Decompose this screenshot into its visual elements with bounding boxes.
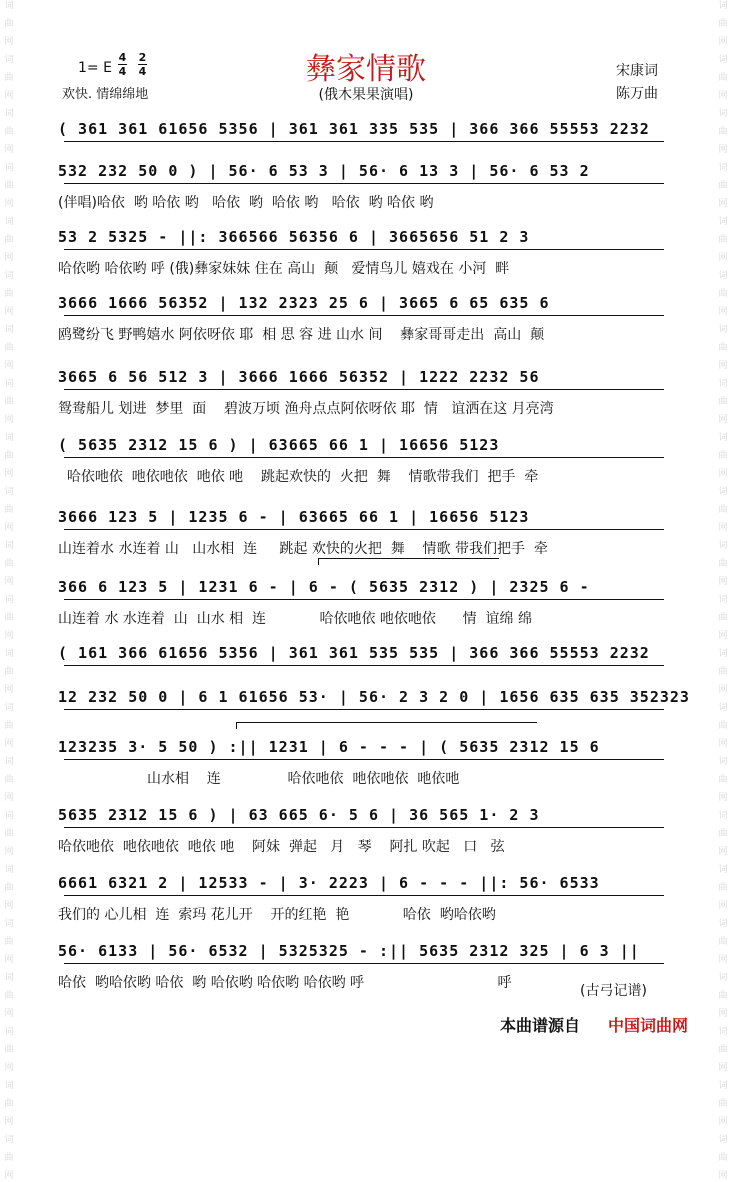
watermark-char: 词 [718, 109, 728, 119]
beam-line [64, 249, 664, 250]
watermark-char: 网 [4, 955, 14, 965]
notation-line: 532 232 50 0 ) | 56· 6 53 3 | 56· 6 13 3 | 56· 6 53 2 [58, 162, 590, 180]
watermark-char: 网 [718, 1009, 728, 1019]
watermark-char: 词 [718, 919, 728, 929]
watermark-char: 词 [718, 595, 728, 605]
watermark-char: 词 [718, 1, 728, 11]
notation-line: ( 5635 2312 15 6 ) | 63665 66 1 | 16656 5123 [58, 436, 500, 454]
watermark-char: 曲 [718, 559, 728, 569]
watermark-char: 词 [4, 1081, 14, 1091]
watermark-char: 曲 [4, 289, 14, 299]
watermark-char: 曲 [4, 1153, 14, 1163]
watermark-char: 词 [718, 811, 728, 821]
watermark-char: 曲 [4, 127, 14, 137]
beam-line [64, 599, 664, 600]
lyric-line: (伴唱)哈依 哟 哈依 哟 哈依 哟 哈依 哟 哈依 哟 哈依 哟 [58, 195, 434, 211]
watermark-char: 网 [718, 955, 728, 965]
notation-line: 366 6 123 5 | 1231 6 - | 6 - ( 5635 2312 ) | 2325 6 - [58, 578, 590, 596]
watermark-char: 曲 [718, 505, 728, 515]
watermark-char: 网 [718, 577, 728, 587]
watermark-char: 词 [4, 649, 14, 659]
watermark-char: 曲 [718, 343, 728, 353]
watermark-char: 曲 [718, 775, 728, 785]
watermark-char: 曲 [718, 397, 728, 407]
watermark-char: 网 [718, 1171, 728, 1181]
watermark-char: 词 [4, 163, 14, 173]
watermark-char: 词 [718, 1081, 728, 1091]
watermark-char: 网 [4, 1063, 14, 1073]
watermark-char: 词 [4, 325, 14, 335]
watermark-char: 网 [4, 847, 14, 857]
watermark-char: 曲 [718, 613, 728, 623]
watermark-char: 网 [718, 469, 728, 479]
notation-line: ( 361 361 61656 5356 | 361 361 335 535 | 366 366 55553 2232 [58, 120, 650, 138]
watermark-char: 词 [4, 865, 14, 875]
watermark-char: 曲 [4, 775, 14, 785]
lyricist-credit: 宋康词 [616, 63, 658, 79]
watermark-char: 网 [4, 901, 14, 911]
watermark-char: 网 [4, 739, 14, 749]
composer-credit: 陈万曲 [616, 86, 658, 102]
watermark-char: 网 [4, 253, 14, 263]
notation-line: 3665 6 56 512 3 | 3666 1666 56352 | 1222 2232 56 [58, 368, 540, 386]
watermark-char: 网 [4, 685, 14, 695]
watermark-char: 曲 [4, 991, 14, 1001]
watermark-char: 曲 [718, 19, 728, 29]
watermark-char: 曲 [718, 721, 728, 731]
watermark-char: 词 [718, 649, 728, 659]
notation-line: 3666 1666 56352 | 132 2323 25 6 | 3665 6 65 635 6 [58, 294, 550, 312]
watermark-char: 曲 [4, 181, 14, 191]
lyric-line: 山连着水 水连着 山 山水相 连 跳起 欢快的火把 舞 情歌 带我们把手 牵 [58, 541, 548, 557]
notation-line: 123235 3· 5 50 ) :|| 1231 | 6 - - - | ( 5635 2312 15 6 [58, 738, 600, 756]
beam-line [64, 315, 664, 316]
watermark-char: 网 [718, 1117, 728, 1127]
watermark-char: 曲 [718, 991, 728, 1001]
song-title: 彝家情歌 [306, 52, 426, 87]
watermark-char: 曲 [4, 721, 14, 731]
beam-line [64, 895, 664, 896]
lyric-line: 鸥鹭纷飞 野鸭嬉水 阿依呀依 耶 相 思 容 进 山水 间 彝家哥哥走出 高山 颠 [58, 327, 545, 343]
watermark-char: 曲 [4, 937, 14, 947]
watermark-char: 词 [4, 379, 14, 389]
watermark-char: 词 [718, 55, 728, 65]
watermark-char: 曲 [4, 1045, 14, 1055]
watermark-char: 词 [4, 271, 14, 281]
watermark-char: 词 [718, 1027, 728, 1037]
watermark-char: 网 [4, 631, 14, 641]
watermark-char: 网 [4, 1171, 14, 1181]
volta-bracket [318, 558, 499, 565]
watermark-char: 网 [4, 145, 14, 155]
watermark-char: 曲 [4, 73, 14, 83]
watermark-char: 词 [718, 217, 728, 227]
watermark-right [714, 0, 732, 1181]
beam-line [64, 141, 664, 142]
watermark-char: 网 [4, 469, 14, 479]
notation-line: 12 232 50 0 | 6 1 61656 53· | 56· 2 3 2 0 | 1656 635 635 352323 [58, 688, 690, 706]
watermark-char: 词 [4, 595, 14, 605]
watermark-char: 曲 [4, 829, 14, 839]
watermark-char: 词 [4, 55, 14, 65]
watermark-left [0, 0, 18, 1181]
watermark-char: 曲 [718, 235, 728, 245]
watermark-char: 曲 [4, 451, 14, 461]
watermark-char: 网 [4, 523, 14, 533]
notation-line: ( 161 366 61656 5356 | 361 361 535 535 | 366 366 55553 2232 [58, 644, 650, 662]
watermark-char: 词 [4, 757, 14, 767]
watermark-char: 曲 [4, 1099, 14, 1109]
watermark-char: 曲 [718, 667, 728, 677]
beam-line [64, 709, 664, 710]
notation-line: 56· 6133 | 56· 6532 | 5325325 - :|| 5635 2312 325 | 6 3 || [58, 942, 640, 960]
watermark-char: 词 [718, 1135, 728, 1145]
watermark-char: 词 [4, 541, 14, 551]
watermark-char: 曲 [4, 559, 14, 569]
watermark-char: 词 [4, 1, 14, 11]
watermark-char: 曲 [718, 451, 728, 461]
watermark-char: 网 [4, 307, 14, 317]
lyric-line: 鸳鸯船儿 划进 梦里 面 碧波万顷 渔舟点点阿依呀依 耶 情 谊洒在这 月亮湾 [58, 401, 554, 417]
watermark-char: 曲 [718, 181, 728, 191]
watermark-char: 曲 [4, 19, 14, 29]
watermark-char: 词 [4, 109, 14, 119]
beam-line [64, 963, 664, 964]
performer-credit: (俄木果果演唱) [318, 87, 414, 103]
watermark-char: 词 [718, 865, 728, 875]
watermark-char: 曲 [718, 127, 728, 137]
watermark-char: 曲 [718, 1099, 728, 1109]
watermark-char: 网 [718, 253, 728, 263]
watermark-char: 词 [718, 541, 728, 551]
watermark-char: 曲 [4, 667, 14, 677]
watermark-char: 曲 [4, 883, 14, 893]
lyric-line: 哈依吔依 吔依吔依 吔依 吔 跳起欢快的 火把 舞 情歌带我们 把手 牵 [58, 469, 539, 485]
watermark-char: 网 [718, 523, 728, 533]
watermark-char: 词 [4, 1135, 14, 1145]
watermark-char: 网 [718, 91, 728, 101]
beam-line [64, 529, 664, 530]
watermark-char: 词 [4, 811, 14, 821]
watermark-char: 词 [4, 217, 14, 227]
time-signature-2-4: 2 4 [138, 51, 147, 78]
watermark-char: 词 [718, 973, 728, 983]
watermark-char: 网 [718, 685, 728, 695]
watermark-char: 网 [4, 415, 14, 425]
watermark-char: 词 [4, 973, 14, 983]
watermark-char: 网 [718, 631, 728, 641]
watermark-char: 网 [4, 361, 14, 371]
key-signature: 1= E [78, 60, 112, 76]
watermark-char: 词 [718, 757, 728, 767]
watermark-char: 词 [4, 433, 14, 443]
notation-line: 53 2 5325 - ||: 366566 56356 6 | 3665656 51 2 3 [58, 228, 530, 246]
lyric-line: 哈依 哟哈依哟 哈依 哟 哈依哟 哈依哟 哈依哟 呼 呼 [58, 975, 512, 991]
watermark-char: 词 [4, 703, 14, 713]
watermark-char: 网 [718, 307, 728, 317]
watermark-char: 网 [718, 1063, 728, 1073]
watermark-char: 曲 [718, 937, 728, 947]
watermark-char: 曲 [718, 1045, 728, 1055]
watermark-char: 曲 [4, 397, 14, 407]
watermark-char: 网 [718, 361, 728, 371]
watermark-char: 词 [4, 1027, 14, 1037]
lyric-line: 山水相 连 哈依吔依 吔依吔依 吔依吔 [58, 771, 460, 787]
watermark-char: 网 [4, 1009, 14, 1019]
beam-line [64, 827, 664, 828]
watermark-char: 词 [718, 325, 728, 335]
watermark-char: 词 [4, 919, 14, 929]
watermark-char: 网 [718, 145, 728, 155]
watermark-char: 曲 [718, 829, 728, 839]
watermark-char: 曲 [718, 73, 728, 83]
watermark-char: 曲 [718, 1153, 728, 1163]
watermark-char: 网 [4, 37, 14, 47]
watermark-char: 曲 [4, 235, 14, 245]
watermark-char: 网 [718, 415, 728, 425]
beam-line [64, 665, 664, 666]
watermark-char: 网 [718, 901, 728, 911]
watermark-char: 网 [718, 739, 728, 749]
watermark-char: 词 [4, 487, 14, 497]
notation-line: 5635 2312 15 6 ) | 63 665 6· 5 6 | 36 565 1· 2 3 [58, 806, 540, 824]
watermark-char: 词 [718, 703, 728, 713]
watermark-char: 网 [4, 577, 14, 587]
beam-line [64, 759, 664, 760]
lyric-line: 哈依哟 哈依哟 呼 (俄)彝家妹妹 住在 高山 颠 爱情鸟儿 嬉戏在 小河 畔 [58, 261, 510, 277]
watermark-char: 网 [4, 793, 14, 803]
beam-line [64, 457, 664, 458]
watermark-char: 曲 [4, 613, 14, 623]
watermark-char: 曲 [718, 883, 728, 893]
watermark-char: 网 [4, 199, 14, 209]
lyric-line: 哈依吔依 吔依吔依 吔依 吔 阿妹 弹起 月 琴 阿扎 吹起 口 弦 [58, 839, 505, 855]
source-site-link[interactable]: 中国词曲网 [608, 1016, 689, 1035]
notation-line: 6661 6321 2 | 12533 - | 3· 2223 | 6 - - - ||: 56· 6533 [58, 874, 600, 892]
watermark-char: 曲 [4, 343, 14, 353]
time-signature-4-4: 4 4 [118, 51, 127, 78]
beam-line [64, 183, 664, 184]
volta-bracket [236, 722, 537, 729]
watermark-char: 网 [718, 199, 728, 209]
watermark-char: 词 [718, 271, 728, 281]
tempo-marking: 欢快. 情绵绵地 [62, 87, 149, 102]
watermark-char: 词 [718, 163, 728, 173]
watermark-char: 网 [4, 91, 14, 101]
watermark-char: 网 [718, 847, 728, 857]
watermark-char: 网 [4, 1117, 14, 1127]
transcriber-note: (古弓记谱) [580, 983, 647, 999]
source-label: 本曲谱源自 [500, 1016, 581, 1035]
watermark-char: 词 [718, 379, 728, 389]
watermark-char: 词 [718, 433, 728, 443]
lyric-line: 山连着 水 水连着 山 山水 相 连 哈依吔依 吔依吔依 情 谊绵 绵 [58, 611, 532, 627]
notation-line: 3666 123 5 | 1235 6 - | 63665 66 1 | 16656 5123 [58, 508, 530, 526]
watermark-char: 曲 [718, 289, 728, 299]
watermark-char: 网 [718, 37, 728, 47]
watermark-char: 词 [718, 487, 728, 497]
watermark-char: 网 [718, 793, 728, 803]
lyric-line: 我们的 心儿相 连 索玛 花儿开 开的红艳 艳 哈依 哟哈依哟 [58, 907, 496, 923]
beam-line [64, 389, 664, 390]
watermark-char: 曲 [4, 505, 14, 515]
